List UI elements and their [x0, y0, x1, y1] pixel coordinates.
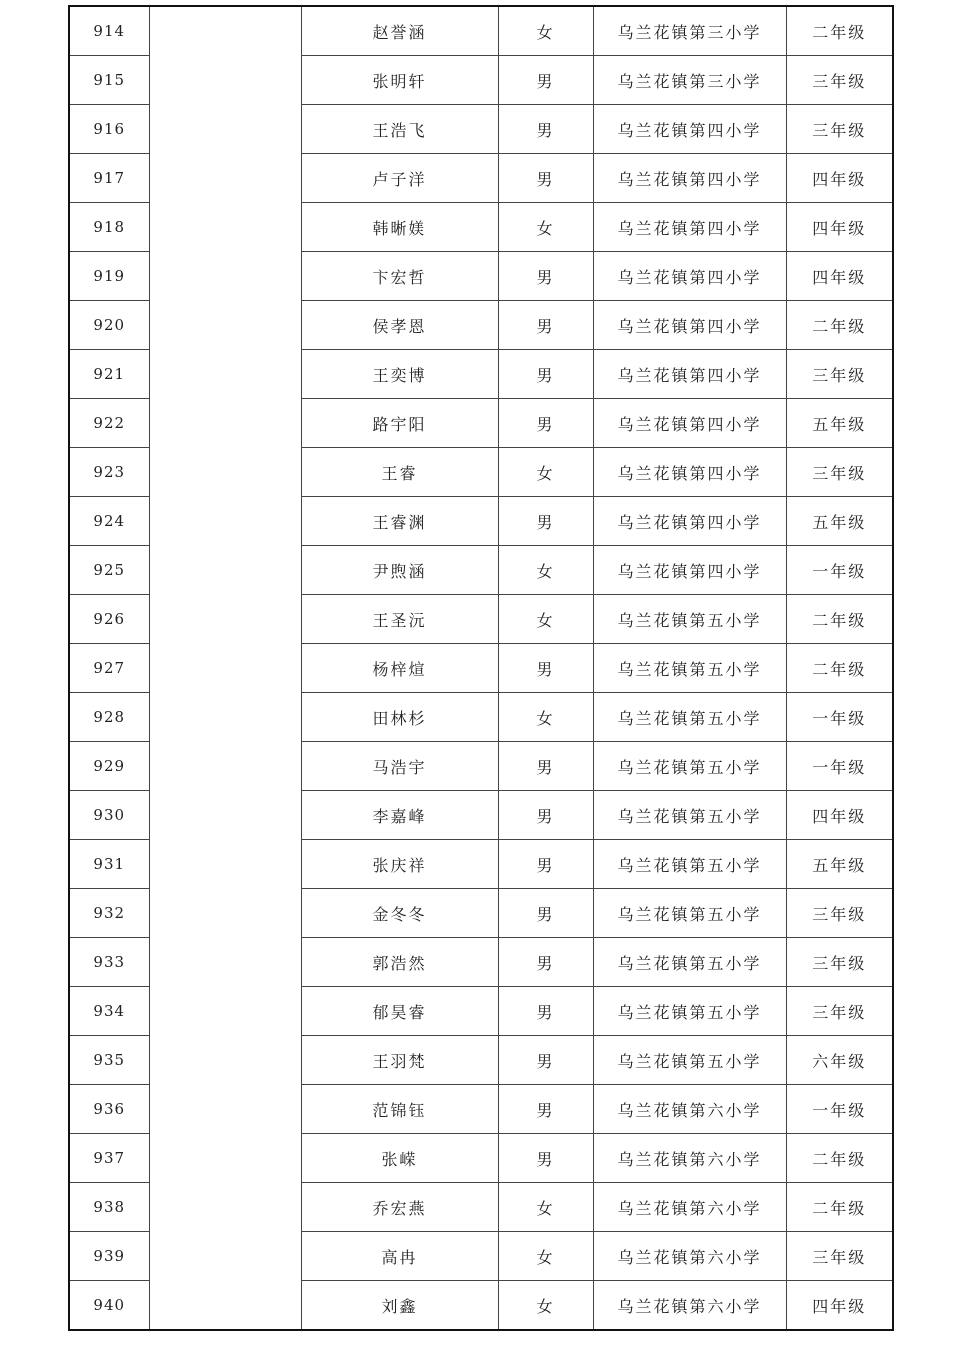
row-number-cell: 925 — [69, 546, 149, 595]
student-name-cell: 马浩宇 — [301, 742, 498, 791]
grade-cell: 二年级 — [786, 595, 893, 644]
gender-cell: 男 — [498, 105, 593, 154]
gender-cell: 男 — [498, 1085, 593, 1134]
gender-cell: 男 — [498, 350, 593, 399]
row-number-cell: 934 — [69, 987, 149, 1036]
school-cell: 乌兰花镇第三小学 — [593, 56, 786, 105]
school-cell: 乌兰花镇第五小学 — [593, 987, 786, 1036]
gender-cell: 男 — [498, 399, 593, 448]
gender-cell: 男 — [498, 497, 593, 546]
student-name-cell: 刘鑫 — [301, 1281, 498, 1331]
grade-cell: 三年级 — [786, 350, 893, 399]
student-name-cell: 卞宏哲 — [301, 252, 498, 301]
school-cell: 乌兰花镇第五小学 — [593, 840, 786, 889]
student-name-cell: 路宇阳 — [301, 399, 498, 448]
grade-cell: 一年级 — [786, 742, 893, 791]
gender-cell: 男 — [498, 742, 593, 791]
school-cell: 乌兰花镇第五小学 — [593, 1036, 786, 1085]
school-cell: 乌兰花镇第四小学 — [593, 350, 786, 399]
gender-cell: 男 — [498, 1134, 593, 1183]
student-name-cell: 郁昊睿 — [301, 987, 498, 1036]
student-name-cell: 田林杉 — [301, 693, 498, 742]
row-number-cell: 928 — [69, 693, 149, 742]
gender-cell: 男 — [498, 840, 593, 889]
row-number-cell: 940 — [69, 1281, 149, 1331]
gender-cell: 男 — [498, 791, 593, 840]
student-name-cell: 王浩飞 — [301, 105, 498, 154]
school-cell: 乌兰花镇第四小学 — [593, 203, 786, 252]
student-name-cell: 金冬冬 — [301, 889, 498, 938]
row-number-cell: 920 — [69, 301, 149, 350]
roster-body — [69, 6, 893, 1330]
row-number-cell: 938 — [69, 1183, 149, 1232]
school-cell: 乌兰花镇第五小学 — [593, 644, 786, 693]
group-cell — [149, 6, 301, 1330]
school-cell: 乌兰花镇第五小学 — [593, 595, 786, 644]
row-number-cell: 918 — [69, 203, 149, 252]
school-cell: 乌兰花镇第六小学 — [593, 1085, 786, 1134]
grade-cell: 二年级 — [786, 301, 893, 350]
row-number-cell: 936 — [69, 1085, 149, 1134]
student-name-cell: 王圣沅 — [301, 595, 498, 644]
grade-cell: 四年级 — [786, 203, 893, 252]
row-number-cell: 919 — [69, 252, 149, 301]
school-cell: 乌兰花镇第四小学 — [593, 497, 786, 546]
student-name-cell: 范锦钰 — [301, 1085, 498, 1134]
gender-cell: 女 — [498, 448, 593, 497]
row-number-cell: 926 — [69, 595, 149, 644]
row-number-cell: 914 — [69, 6, 149, 56]
grade-cell: 二年级 — [786, 6, 893, 56]
row-number-cell: 917 — [69, 154, 149, 203]
school-cell: 乌兰花镇第四小学 — [593, 154, 786, 203]
grade-cell: 三年级 — [786, 987, 893, 1036]
student-name-cell: 侯孝恩 — [301, 301, 498, 350]
student-name-cell: 王羽梵 — [301, 1036, 498, 1085]
row-number-cell: 933 — [69, 938, 149, 987]
row-number-cell: 939 — [69, 1232, 149, 1281]
grade-cell: 三年级 — [786, 938, 893, 987]
grade-cell: 四年级 — [786, 154, 893, 203]
gender-cell: 女 — [498, 203, 593, 252]
gender-cell: 男 — [498, 1036, 593, 1085]
school-cell: 乌兰花镇第四小学 — [593, 105, 786, 154]
student-name-cell: 杨梓煊 — [301, 644, 498, 693]
grade-cell: 一年级 — [786, 693, 893, 742]
gender-cell: 男 — [498, 301, 593, 350]
student-name-cell: 尹煦涵 — [301, 546, 498, 595]
row-number-cell: 916 — [69, 105, 149, 154]
grade-cell: 四年级 — [786, 252, 893, 301]
row-number-cell: 932 — [69, 889, 149, 938]
gender-cell: 女 — [498, 1183, 593, 1232]
student-name-cell: 乔宏燕 — [301, 1183, 498, 1232]
row-number-cell: 922 — [69, 399, 149, 448]
student-name-cell: 李嘉峰 — [301, 791, 498, 840]
grade-cell: 三年级 — [786, 105, 893, 154]
grade-cell: 三年级 — [786, 1232, 893, 1281]
grade-cell: 二年级 — [786, 1134, 893, 1183]
grade-cell: 四年级 — [786, 1281, 893, 1331]
grade-cell: 四年级 — [786, 791, 893, 840]
school-cell: 乌兰花镇第四小学 — [593, 448, 786, 497]
row-number-cell: 937 — [69, 1134, 149, 1183]
row-number-cell: 935 — [69, 1036, 149, 1085]
student-name-cell: 卢子洋 — [301, 154, 498, 203]
gender-cell: 女 — [498, 595, 593, 644]
student-name-cell: 赵誉涵 — [301, 6, 498, 56]
gender-cell: 女 — [498, 546, 593, 595]
grade-cell: 二年级 — [786, 644, 893, 693]
school-cell: 乌兰花镇第四小学 — [593, 399, 786, 448]
school-cell: 乌兰花镇第四小学 — [593, 546, 786, 595]
gender-cell: 男 — [498, 644, 593, 693]
gender-cell: 男 — [498, 56, 593, 105]
school-cell: 乌兰花镇第六小学 — [593, 1183, 786, 1232]
student-name-cell: 王睿 — [301, 448, 498, 497]
row-number-cell: 915 — [69, 56, 149, 105]
gender-cell: 女 — [498, 6, 593, 56]
row-number-cell: 923 — [69, 448, 149, 497]
school-cell: 乌兰花镇第六小学 — [593, 1134, 786, 1183]
row-number-cell: 927 — [69, 644, 149, 693]
grade-cell: 一年级 — [786, 546, 893, 595]
school-cell: 乌兰花镇第五小学 — [593, 742, 786, 791]
grade-cell: 二年级 — [786, 1183, 893, 1232]
student-name-cell: 张嵘 — [301, 1134, 498, 1183]
student-name-cell: 王奕博 — [301, 350, 498, 399]
student-name-cell: 张明轩 — [301, 56, 498, 105]
school-cell: 乌兰花镇第五小学 — [593, 938, 786, 987]
gender-cell: 男 — [498, 889, 593, 938]
school-cell: 乌兰花镇第五小学 — [593, 693, 786, 742]
row-number-cell: 924 — [69, 497, 149, 546]
gender-cell: 男 — [498, 938, 593, 987]
gender-cell: 男 — [498, 252, 593, 301]
student-name-cell: 郭浩然 — [301, 938, 498, 987]
school-cell: 乌兰花镇第三小学 — [593, 6, 786, 56]
grade-cell: 三年级 — [786, 448, 893, 497]
school-cell: 乌兰花镇第四小学 — [593, 252, 786, 301]
grade-cell: 五年级 — [786, 399, 893, 448]
student-name-cell: 王睿渊 — [301, 497, 498, 546]
gender-cell: 女 — [498, 693, 593, 742]
gender-cell: 男 — [498, 154, 593, 203]
grade-cell: 六年级 — [786, 1036, 893, 1085]
school-cell: 乌兰花镇第五小学 — [593, 791, 786, 840]
school-cell: 乌兰花镇第六小学 — [593, 1232, 786, 1281]
grade-cell: 一年级 — [786, 1085, 893, 1134]
school-cell: 乌兰花镇第六小学 — [593, 1281, 786, 1331]
student-roster-table — [68, 5, 894, 1331]
school-cell: 乌兰花镇第四小学 — [593, 301, 786, 350]
grade-cell: 三年级 — [786, 889, 893, 938]
grade-cell: 五年级 — [786, 497, 893, 546]
school-cell: 乌兰花镇第五小学 — [593, 889, 786, 938]
student-name-cell: 韩晰媄 — [301, 203, 498, 252]
row-number-cell: 921 — [69, 350, 149, 399]
grade-cell: 三年级 — [786, 56, 893, 105]
student-name-cell: 高冉 — [301, 1232, 498, 1281]
gender-cell: 男 — [498, 987, 593, 1036]
row-number-cell: 931 — [69, 840, 149, 889]
row-number-cell: 930 — [69, 791, 149, 840]
gender-cell: 女 — [498, 1232, 593, 1281]
student-name-cell: 张庆祥 — [301, 840, 498, 889]
gender-cell: 女 — [498, 1281, 593, 1331]
table-row — [69, 6, 893, 56]
row-number-cell: 929 — [69, 742, 149, 791]
grade-cell: 五年级 — [786, 840, 893, 889]
